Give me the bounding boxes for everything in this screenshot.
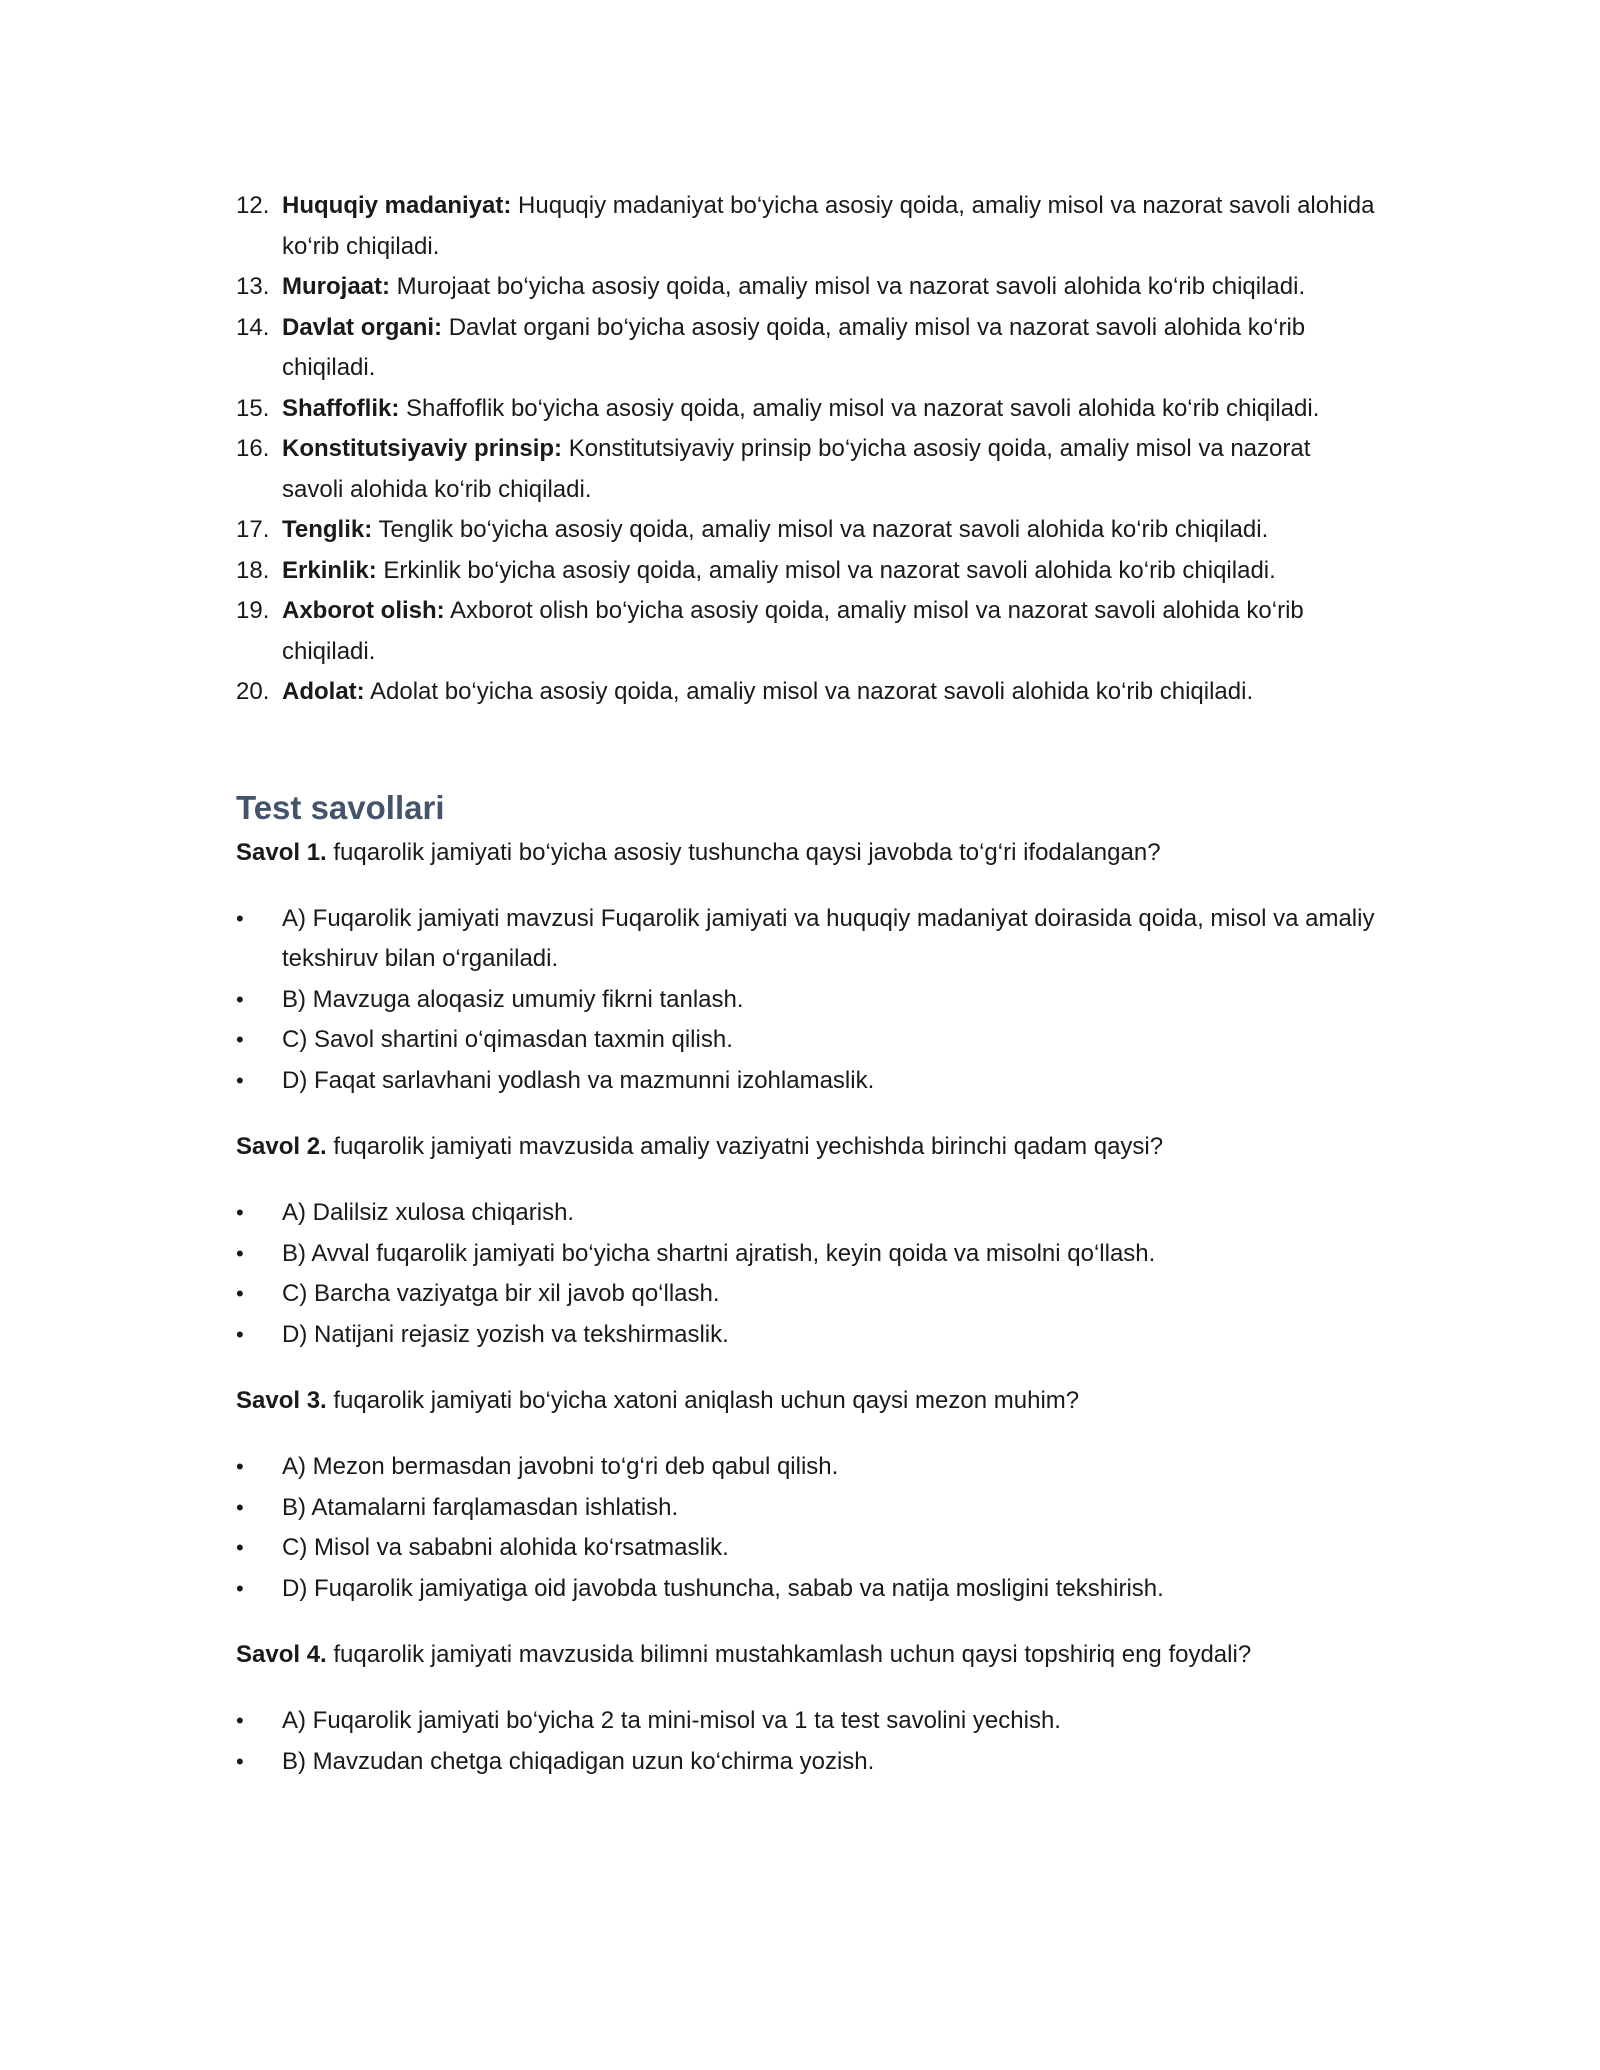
item-term: Huquqiy madaniyat: [282, 192, 512, 219]
item-number: 19. [236, 597, 270, 624]
item-text: Shaffoflik bo‘yicha asosiy qoida, amaliy misol va nazorat savoli alohida ko‘rib chiqiladi. [399, 394, 1320, 422]
option-text: D) Faqat sarlavhani yodlash va mazmunni izohlamaslik. [282, 1066, 875, 1094]
bullet-icon: • [236, 1575, 244, 1601]
answer-options [236, 899, 1376, 1102]
question-text [236, 1635, 1376, 1675]
question-block [236, 1635, 1376, 1782]
item-number: 13. [236, 273, 270, 300]
question-label: Savol 3. [236, 1387, 327, 1414]
option-text: B) Mavzuga aloqasiz umumiy fikrni tanlash. [282, 985, 744, 1013]
option-text: B) Atamalarni farqlamasdan ishlatish. [282, 1493, 679, 1521]
bullet-icon: • [236, 1321, 244, 1347]
numbered-item [236, 389, 1376, 430]
answer-option [236, 1193, 1376, 1234]
option-text: B) Avval fuqarolik jamiyati bo‘yicha shartni ajratish, keyin qoida va misolni qo‘llash. [282, 1239, 1156, 1267]
question-body: fuqarolik jamiyati mavzusida amaliy vaziyatni yechishda birinchi qadam qaysi? [326, 1133, 1164, 1160]
bullet-icon: • [236, 1067, 244, 1093]
answer-option [236, 1742, 1376, 1783]
answer-option [236, 1447, 1376, 1488]
answer-option [236, 1274, 1376, 1315]
answer-options [236, 1193, 1376, 1355]
answer-options [236, 1701, 1376, 1782]
item-number: 12. [236, 192, 270, 219]
bullet-icon: • [236, 1494, 244, 1520]
item-text: Tenglik bo‘yicha asosiy qoida, amaliy misol va nazorat savoli alohida ko‘rib chiqiladi. [372, 516, 1269, 543]
question-block [236, 1127, 1376, 1355]
answer-option [236, 1234, 1376, 1275]
document-content [236, 186, 1376, 1782]
option-text: C) Misol va sababni alohida ko‘rsatmaslik. [282, 1534, 729, 1561]
section-heading: Test savollari [236, 788, 445, 826]
item-term: Murojaat: [282, 273, 390, 300]
numbered-item [236, 510, 1376, 551]
question-body: fuqarolik jamiyati bo‘yicha xatoni aniqlash uchun qaysi mezon muhim? [326, 1387, 1080, 1414]
question-block [236, 833, 1376, 1102]
numbered-item [236, 267, 1376, 308]
option-text: B) Mavzudan chetga chiqadigan uzun ko‘chirma yozish. [282, 1747, 875, 1775]
answer-option [236, 899, 1376, 980]
answer-option [236, 1315, 1376, 1356]
item-text: Erkinlik bo‘yicha asosiy qoida, amaliy misol va nazorat savoli alohida ko‘rib chiqiladi. [376, 556, 1276, 584]
option-text: A) Dalilsiz xulosa chiqarish. [282, 1199, 575, 1226]
bullet-icon: • [236, 986, 244, 1012]
item-text: Konstitutsiyaviy prinsip bo‘yicha asosiy qoida, amaliy misol va nazorat savoli alohida ko‘rib chiqiladi. [282, 435, 1311, 503]
option-text: C) Savol shartini o‘qimasdan taxmin qilish. [282, 1026, 733, 1053]
bullet-icon: • [236, 1748, 244, 1774]
item-number: 14. [236, 313, 270, 341]
answer-option [236, 980, 1376, 1021]
answer-option [236, 1488, 1376, 1529]
option-text: A) Mezon bermasdan javobni to‘g‘ri deb qabul qilish. [282, 1453, 839, 1480]
answer-option [236, 1569, 1376, 1610]
bullet-icon: • [236, 1281, 244, 1306]
question-body: fuqarolik jamiyati bo‘yicha asosiy tushuncha qaysi javobda to‘g‘ri ifodalangan? [326, 838, 1161, 866]
item-term: Davlat organi: [282, 313, 443, 341]
numbered-item [236, 429, 1376, 510]
item-text: Adolat bo‘yicha asosiy qoida, amaliy misol va nazorat savoli alohida ko‘rib chiqiladi. [364, 678, 1254, 705]
numbered-item [236, 308, 1376, 389]
bullet-icon: • [236, 905, 244, 931]
question-body: fuqarolik jamiyati mavzusida bilimni mustahkamlash uchun qaysi topshiriq eng foydali? [326, 1641, 1252, 1668]
option-text: C) Barcha vaziyatga bir xil javob qo‘llash. [282, 1280, 720, 1307]
answer-options [236, 1447, 1376, 1609]
bullet-icon: • [236, 1708, 244, 1733]
question-block [236, 1381, 1376, 1609]
item-term: Axborot olish: [282, 597, 445, 624]
item-text: Davlat organi bo‘yicha asosiy qoida, amaliy misol va nazorat savoli alohida ko‘rib chiqiladi. [282, 313, 1306, 381]
bullet-icon: • [236, 1200, 244, 1225]
option-text: A) Fuqarolik jamiyati bo‘yicha 2 ta mini-misol va 1 ta test savolini yechish. [282, 1707, 1061, 1734]
numbered-list [236, 186, 1376, 713]
item-text: Axborot olish bo‘yicha asosiy qoida, amaliy misol va nazorat savoli alohida ko‘rib chiqiladi. [282, 597, 1304, 665]
item-term: Erkinlik: [282, 556, 377, 584]
answer-option [236, 1528, 1376, 1569]
bullet-icon: • [236, 1454, 244, 1479]
option-text: A) Fuqarolik jamiyati mavzusi Fuqarolik jamiyati va huquqiy madaniyat doirasida qoida, misol va amaliy tekshiruv bilan o‘rganiladi. [282, 904, 1375, 972]
item-term: Konstitutsiyaviy prinsip: [282, 435, 563, 462]
option-text: D) Natijani rejasiz yozish va tekshirmaslik. [282, 1320, 729, 1348]
question-text [236, 1381, 1376, 1421]
item-number: 20. [236, 678, 270, 705]
numbered-item [236, 551, 1376, 592]
bullet-icon: • [236, 1240, 244, 1266]
item-number: 16. [236, 435, 270, 462]
bullet-icon: • [236, 1027, 244, 1052]
question-label: Savol 4. [236, 1641, 327, 1668]
item-number: 17. [236, 516, 270, 543]
answer-option [236, 1020, 1376, 1061]
question-label: Savol 2. [236, 1133, 327, 1160]
bullet-icon: • [236, 1535, 244, 1560]
numbered-item [236, 591, 1376, 672]
question-text [236, 833, 1376, 873]
item-number: 18. [236, 556, 270, 584]
answer-option [236, 1061, 1376, 1102]
item-text: Huquqiy madaniyat bo‘yicha asosiy qoida, amaliy misol va nazorat savoli alohida ko‘rib chiqiladi. [282, 192, 1375, 260]
question-text [236, 1127, 1376, 1167]
question-label: Savol 1. [236, 838, 327, 866]
item-text: Murojaat bo‘yicha asosiy qoida, amaliy misol va nazorat savoli alohida ko‘rib chiqiladi. [390, 273, 1306, 300]
item-term: Shaffoflik: [282, 394, 400, 422]
numbered-item [236, 186, 1376, 267]
numbered-item [236, 672, 1376, 713]
item-term: Tenglik: [282, 516, 373, 543]
answer-option [236, 1701, 1376, 1742]
item-term: Adolat: [282, 678, 365, 705]
item-number: 15. [236, 394, 270, 422]
option-text: D) Fuqarolik jamiyatiga oid javobda tushuncha, sabab va natija mosligini tekshirish. [282, 1574, 1164, 1602]
